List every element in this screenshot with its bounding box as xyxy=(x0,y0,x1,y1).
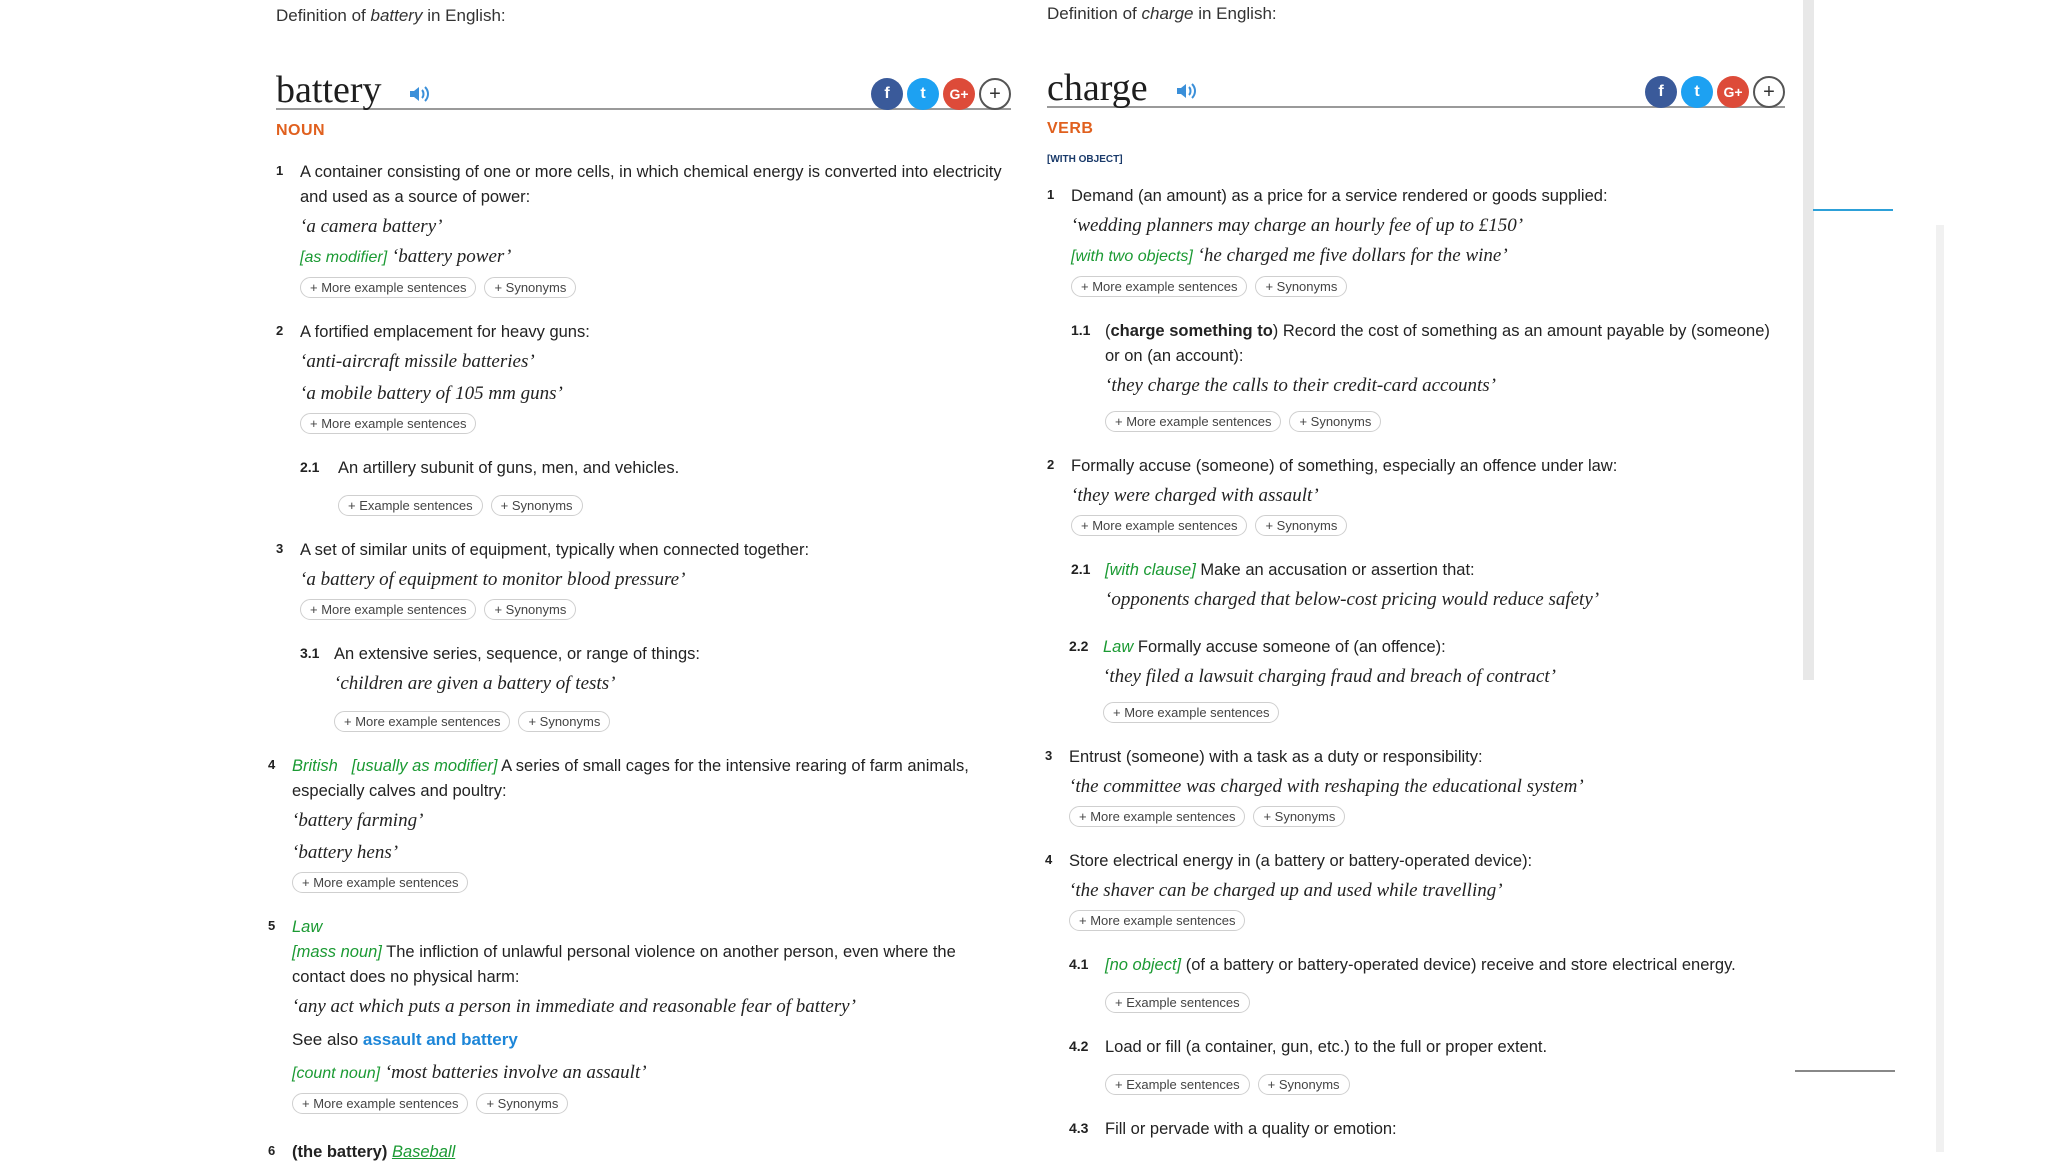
grammar-label: [mass noun] xyxy=(292,943,382,961)
see-also: See also assault and battery xyxy=(292,1030,518,1049)
grammar-label: [usually as modifier] xyxy=(351,757,498,775)
definition-text: Demand (an amount) as a price for a service rendered or goods supplied: xyxy=(1071,187,1608,205)
headword: battery xyxy=(276,69,382,111)
definition-text: The infliction of unlawful personal violence on another person, even where the contact does no physical harm: xyxy=(292,943,956,986)
sense-number: 1 xyxy=(1047,187,1055,202)
more-example-sentences-button[interactable]: + More example sentences xyxy=(300,413,476,434)
sense-2-2 xyxy=(1047,635,1785,723)
scrollbar[interactable] xyxy=(1803,0,1814,680)
definition-text: Formally accuse someone of (an offence): xyxy=(1133,638,1446,656)
sense-2 xyxy=(1047,454,1785,536)
sense-6 xyxy=(268,1140,1011,1165)
sense-5 xyxy=(268,915,1011,1114)
sense-4 xyxy=(268,754,1011,893)
part-of-speech: NOUN xyxy=(276,122,326,139)
grammar-note: [WITH OBJECT] xyxy=(1047,154,1123,165)
grammar-label: [with clause] xyxy=(1105,561,1196,579)
example-sentence: ‘a battery of equipment to monitor blood pressure’ xyxy=(300,569,686,590)
sense-2-1 xyxy=(1047,558,1785,613)
sense-number: 5 xyxy=(268,918,276,933)
more-example-sentences-button[interactable]: + More example sentences xyxy=(1071,276,1247,297)
entry-header xyxy=(276,28,1011,110)
more-example-sentences-button[interactable]: + More example sentences xyxy=(1103,702,1279,723)
sense-number: 4 xyxy=(268,757,276,772)
sense-number: 4 xyxy=(1045,852,1053,867)
definition-text: (of a battery or battery-operated device) receive and store electrical energy. xyxy=(1181,956,1736,974)
synonyms-button[interactable]: + Synonyms xyxy=(1255,276,1347,297)
example-sentence: ‘the committee was charged with reshaping the educational system’ xyxy=(1069,776,1584,797)
example-sentence: ‘they charge the calls to their credit-card accounts’ xyxy=(1105,375,1496,396)
sense-number: 6 xyxy=(268,1143,276,1158)
facebook-icon[interactable]: f xyxy=(1645,76,1677,108)
sense-1 xyxy=(1047,184,1785,297)
synonyms-button[interactable]: + Synonyms xyxy=(1289,411,1381,432)
more-share-icon[interactable]: + xyxy=(979,78,1011,110)
synonyms-button[interactable]: + Synonyms xyxy=(1255,515,1347,536)
grammar-label: [with two objects] xyxy=(1071,248,1193,265)
example-sentence: ‘opponents charged that below-cost pricing would reduce safety’ xyxy=(1105,589,1600,610)
sense-4-2 xyxy=(1047,1035,1785,1095)
subject-label: Law xyxy=(1103,638,1134,656)
more-example-sentences-button[interactable]: + More example sentences xyxy=(292,1093,468,1114)
more-example-sentences-button[interactable]: + More example sentences xyxy=(1071,515,1247,536)
example-sentence: ‘they filed a lawsuit charging fraud and breach of contract’ xyxy=(1103,666,1556,687)
grammar-label: [no object] xyxy=(1105,956,1182,974)
grammar-label: [as modifier] xyxy=(300,249,388,266)
sense-3 xyxy=(276,538,1011,620)
sense-number: 3 xyxy=(1045,748,1053,763)
more-example-sentences-button[interactable]: + More example sentences xyxy=(300,599,476,620)
sense-4 xyxy=(1045,849,1785,931)
twitter-icon[interactable]: t xyxy=(907,78,939,110)
facebook-icon[interactable]: f xyxy=(871,78,903,110)
headword: charge xyxy=(1047,67,1148,109)
share-buttons xyxy=(1645,76,1785,108)
example-sentence: ‘battery hens’ xyxy=(292,842,399,863)
google-plus-icon[interactable]: G+ xyxy=(943,78,975,110)
sense-number: 1.1 xyxy=(1071,322,1091,338)
example-sentence: ‘he charged me five dollars for the wine’ xyxy=(1192,245,1508,266)
entry-battery xyxy=(268,0,1011,1165)
example-sentence: ‘most batteries involve an assault’ xyxy=(380,1062,647,1083)
sense-number: 2 xyxy=(1047,457,1055,472)
example-sentence: ‘they were charged with assault’ xyxy=(1071,485,1319,506)
definition-text: A fortified emplacement for heavy guns: xyxy=(300,323,590,341)
synonyms-button[interactable]: + Synonyms xyxy=(491,495,583,516)
synonyms-button[interactable]: + Synonyms xyxy=(484,277,576,298)
sense-number: 3.1 xyxy=(300,645,320,661)
entry-charge xyxy=(1047,0,1785,1142)
example-sentence: ‘a camera battery’ xyxy=(300,216,443,237)
sense-1-1: 1.1 (charge something to) Record the cost of something as an amount payable by (someone) or on (an account): ‘they charge the calls to their credit-card accounts’ + More example sentences + Synonyms xyxy=(1047,319,1785,432)
synonyms-button[interactable]: + Synonyms xyxy=(518,711,610,732)
divider xyxy=(1813,209,1893,211)
definition-text: ) Record the cost of something as an amount payable by (someone) or on (an account): xyxy=(1105,322,1770,365)
speaker-icon[interactable] xyxy=(1175,81,1197,101)
assault-and-battery-link[interactable]: assault and battery xyxy=(362,1030,518,1049)
more-example-sentences-button[interactable]: + More example sentences xyxy=(292,872,468,893)
definition-text: Store electrical energy in (a battery or battery-operated device): xyxy=(1069,852,1533,870)
sense-number: 4.2 xyxy=(1069,1038,1089,1054)
sense-3 xyxy=(1045,745,1785,827)
sense-1 xyxy=(276,160,1011,298)
more-share-icon[interactable]: + xyxy=(1753,76,1785,108)
share-buttons xyxy=(871,78,1011,110)
synonyms-button[interactable]: + Synonyms xyxy=(476,1093,568,1114)
definition-text: An artillery subunit of guns, men, and vehicles. xyxy=(338,459,680,477)
definition-bold: charge something to xyxy=(1110,322,1273,340)
sense-number: 4.3 xyxy=(1069,1120,1089,1136)
example-sentence: ‘wedding planners may charge an hourly fee of up to £150’ xyxy=(1071,215,1524,236)
synonyms-button[interactable]: + Synonyms xyxy=(484,599,576,620)
sense-number: 2 xyxy=(276,323,284,338)
divider xyxy=(1795,1070,1895,1072)
example-sentence: ‘battery power’ xyxy=(387,246,512,267)
definition-text: Load or fill (a container, gun, etc.) to the full or proper extent. xyxy=(1105,1038,1548,1056)
region-label: British xyxy=(292,757,338,775)
synonyms-button[interactable]: + Synonyms xyxy=(1258,1074,1350,1095)
more-example-sentences-button[interactable]: + More example sentences xyxy=(1069,910,1245,931)
sense-number: 2.1 xyxy=(300,459,320,475)
google-plus-icon[interactable]: G+ xyxy=(1717,76,1749,108)
definition-intro: Definition of charge in English: xyxy=(1047,4,1277,23)
sense-2-1 xyxy=(276,456,1011,516)
definition-text: Entrust (someone) with a task as a duty or responsibility: xyxy=(1069,748,1483,766)
sense-number: 3 xyxy=(276,541,284,556)
sense-number: 2.1 xyxy=(1071,561,1091,577)
twitter-icon[interactable]: t xyxy=(1681,76,1713,108)
sense-number: 1 xyxy=(276,163,284,178)
definition-text: (the battery) xyxy=(292,1143,388,1161)
definition-text: A series of small cages for the intensive rearing of farm animals, especially calves and poultry: xyxy=(292,757,969,800)
part-of-speech: VERB xyxy=(1047,120,1094,137)
example-sentence: ‘any act which puts a person in immediate and reasonable fear of battery’ xyxy=(292,996,856,1017)
example-sentence: ‘battery farming’ xyxy=(292,810,424,831)
definition-text: A set of similar units of equipment, typically when connected together: xyxy=(300,541,810,559)
sense-4-3 xyxy=(1047,1117,1785,1142)
definition-text: A container consisting of one or more cells, in which chemical energy is converted into electricity and used as a source of power: xyxy=(300,163,1002,206)
definition-intro: Definition of battery in English: xyxy=(276,6,506,25)
subject-label[interactable]: Baseball xyxy=(391,1143,456,1161)
synonyms-button[interactable]: + Synonyms xyxy=(1253,806,1345,827)
sense-4-1 xyxy=(1047,953,1785,1013)
sense-3-1 xyxy=(276,642,1011,732)
example-sentences-button[interactable]: + Example sentences xyxy=(1105,992,1250,1013)
example-sentence: ‘a mobile battery of 105 mm guns’ xyxy=(300,383,563,404)
example-sentence: ‘the shaver can be charged up and used while travelling’ xyxy=(1069,880,1503,901)
scrollbar[interactable] xyxy=(1936,225,1944,1152)
sense-number: 2.2 xyxy=(1069,638,1089,654)
subject-label: Law xyxy=(292,918,323,936)
definition-text: Formally accuse (someone) of something, especially an offence under law: xyxy=(1071,457,1618,475)
definition-text: Fill or pervade with a quality or emotion: xyxy=(1105,1120,1397,1138)
example-sentences-button[interactable]: + Example sentences xyxy=(338,495,483,516)
example-sentence: ‘children are given a battery of tests’ xyxy=(334,673,616,694)
definition-text: An extensive series, sequence, or range of things: xyxy=(334,645,700,663)
entry-header xyxy=(1047,26,1785,108)
more-example-sentences-button[interactable]: + More example sentences xyxy=(300,277,476,298)
sense-number: 4.1 xyxy=(1069,956,1089,972)
speaker-icon[interactable] xyxy=(408,84,430,104)
definition-text: Make an accusation or assertion that: xyxy=(1195,561,1475,579)
example-sentences-button[interactable]: + Example sentences xyxy=(1105,1074,1250,1095)
more-example-sentences-button[interactable]: + More example sentences xyxy=(334,711,510,732)
sense-2 xyxy=(276,320,1011,434)
grammar-label: [count noun] xyxy=(292,1065,381,1082)
more-example-sentences-button[interactable]: + More example sentences xyxy=(1105,411,1281,432)
example-sentence: ‘anti-aircraft missile batteries’ xyxy=(300,351,535,372)
more-example-sentences-button[interactable]: + More example sentences xyxy=(1069,806,1245,827)
